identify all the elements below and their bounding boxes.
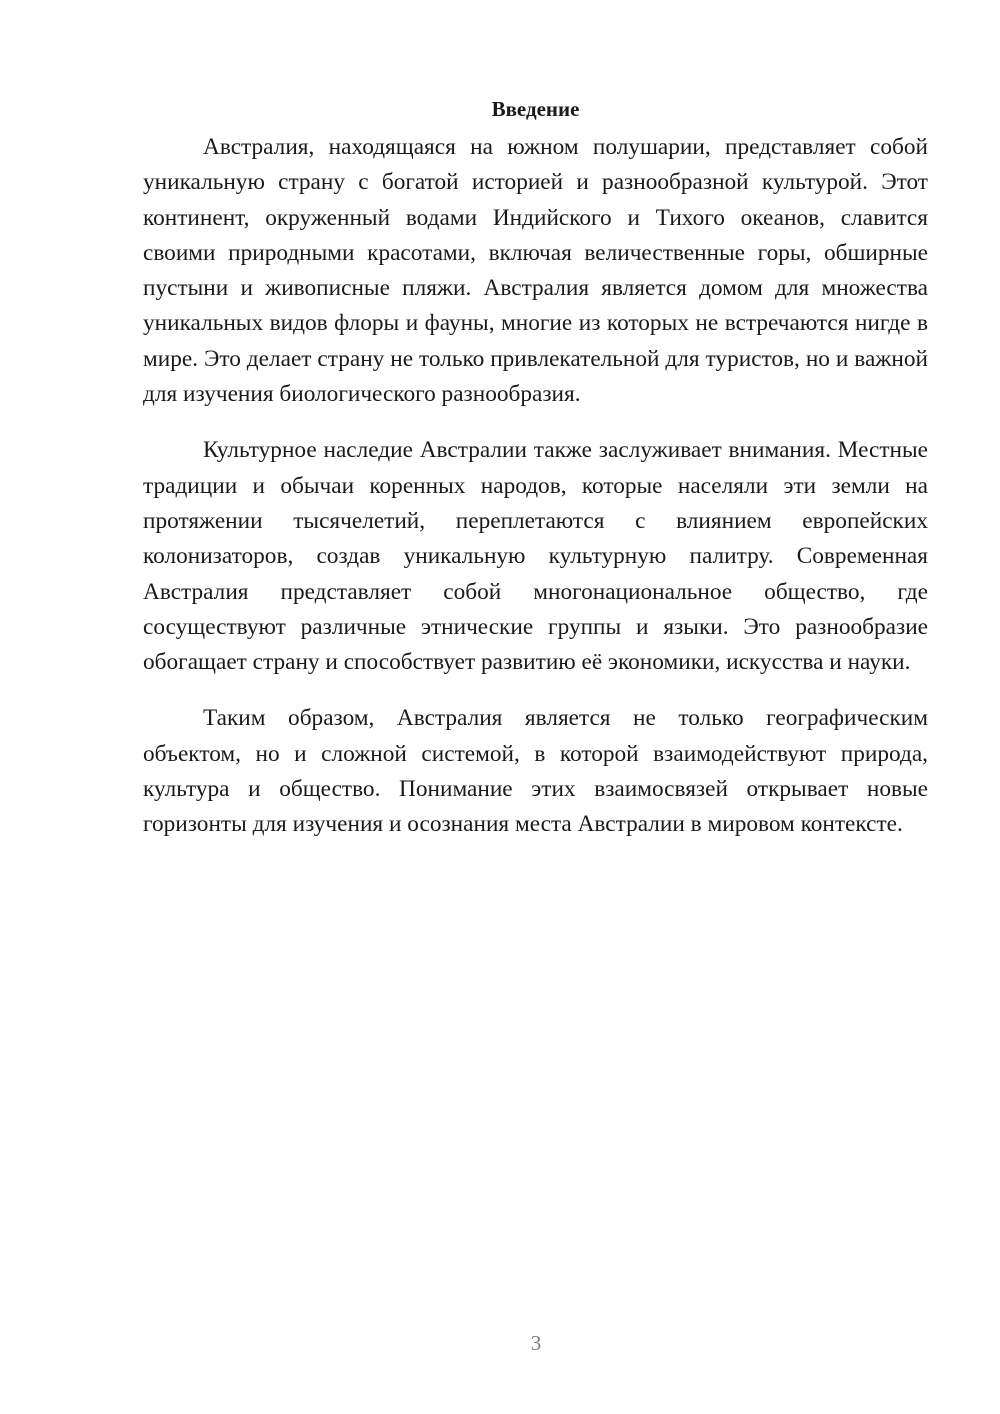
paragraph-culture: Культурное наследие Австралии также заслуживает внимания. Местные традиции и обычаи коренных народов, которые населяли эти земли на протяжении тысячелетий, переплетаются с влиянием европейских колонизаторов, создав уникальную культурную палитру. Современная Австралия представляет собой многонациональное общество, где сосуществуют различные этнические группы и языки. Это разнообразие обогащает страну и способствует развитию её экономики, искусства и науки. <box>143 437 928 676</box>
section-heading: Введение <box>491 97 580 121</box>
page-content <box>143 92 928 843</box>
paragraph-introduction: Австралия, находящаяся на южном полушарии, представляет собой уникальную страну с богатой историей и разнообразной культурой. Этот континент, окруженный водами Индийского и Тихого океанов, славится своими природными красотами, включая величественные горы, обширные пустыни и живописные пляжи. Австралия является домом для множества уникальных видов флоры и фауны, многие из которых не встречаются нигде в мире. Это делает страну не только привлекательной для туристов, но и важной для изучения биологического разнообразия. <box>143 134 928 408</box>
page-number: 3 <box>530 1331 542 1355</box>
paragraph-conclusion: Таким образом, Австралия является не только географическим объектом, но и сложной системой, в которой взаимодействуют природа, культура и общество. Понимание этих взаимосвязей открывает новые горизонты для изучения и осознания места Австралии в мировом контексте. <box>143 705 928 838</box>
